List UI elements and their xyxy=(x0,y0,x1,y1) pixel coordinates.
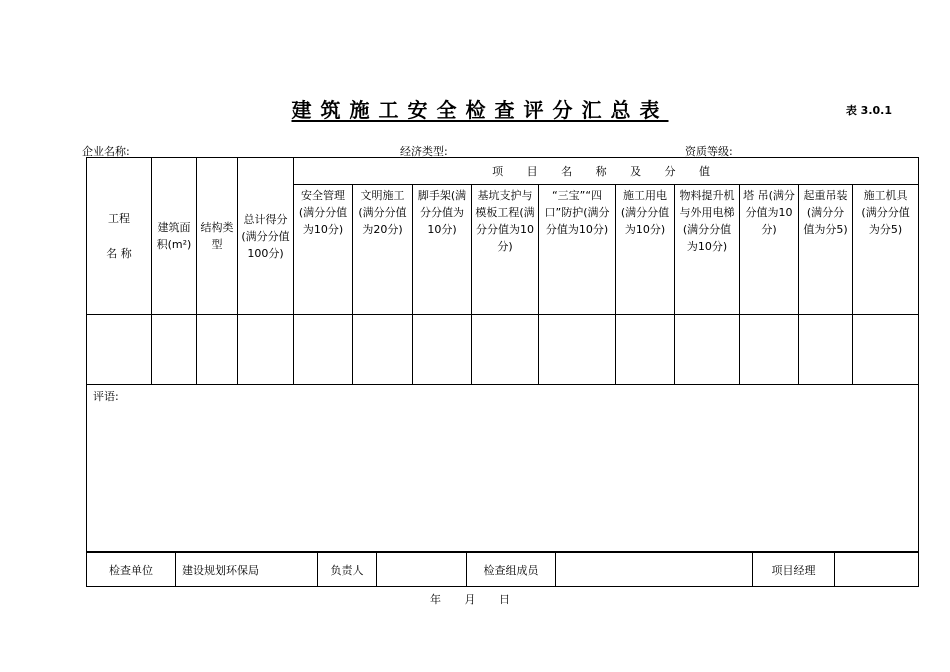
qualification-grade-label: 资质等级: xyxy=(685,145,733,158)
header-item-construction-tools: 施工机具(满分分值为分5) xyxy=(853,185,919,315)
inspection-team-field[interactable] xyxy=(556,553,753,587)
header-total-score: 总计得分(满分分值100分) xyxy=(238,158,294,315)
form-title: 建筑施工安全检查评分汇总表 xyxy=(291,98,669,122)
responsible-person-label: 负责人 xyxy=(318,553,377,587)
table-number: 表 3.0.1 xyxy=(845,104,892,117)
header-item-safety-management: 安全管理(满分分值为10分) xyxy=(294,185,353,315)
score-summary-table xyxy=(86,157,919,552)
cell-building-area[interactable] xyxy=(152,315,197,385)
company-name-label: 企业名称: xyxy=(82,145,130,158)
header-items-and-scores: 项 目 名 称 及 分 值 xyxy=(294,158,919,185)
cell-score-5[interactable] xyxy=(539,315,616,385)
header-item-scaffold: 脚手架(满分分值为10分) xyxy=(413,185,472,315)
cell-score-8[interactable] xyxy=(740,315,799,385)
header-item-tower-crane: 塔 吊(满分分值为10分) xyxy=(740,185,799,315)
cell-project-name[interactable] xyxy=(87,315,152,385)
comment-area[interactable] xyxy=(87,385,919,552)
cell-total-score[interactable] xyxy=(238,315,294,385)
project-manager-label: 项目经理 xyxy=(753,553,835,587)
header-item-hoist-elevator: 物料提升机与外用电梯(满分分值为10分) xyxy=(675,185,740,315)
header-structure-type: 结构类型 xyxy=(197,158,238,315)
inspect-unit-label: 检查单位 xyxy=(87,553,176,587)
header-item-three-treasures: “三宝”“四口”防护(满分分值为10分) xyxy=(539,185,616,315)
header-building-area: 建筑面积(m²) xyxy=(152,158,197,315)
cell-score-6[interactable] xyxy=(616,315,675,385)
comment-label: 评语: xyxy=(93,390,119,403)
header-project-name xyxy=(87,158,152,315)
inspect-unit-value[interactable]: 建设规划环保局 xyxy=(176,553,318,587)
responsible-person-field[interactable] xyxy=(377,553,467,587)
header-project-line2: 名 称 xyxy=(106,247,132,260)
table-row xyxy=(87,315,919,385)
cell-structure-type[interactable] xyxy=(197,315,238,385)
cell-score-7[interactable] xyxy=(675,315,740,385)
cell-score-4[interactable] xyxy=(472,315,539,385)
inspection-team-label: 检查组成员 xyxy=(467,553,556,587)
cell-score-1[interactable] xyxy=(294,315,353,385)
header-item-civilized-construction: 文明施工(满分分值为20分) xyxy=(353,185,413,315)
cell-score-10[interactable] xyxy=(853,315,919,385)
date-line: 年 月 日 xyxy=(430,593,520,606)
cell-score-3[interactable] xyxy=(413,315,472,385)
header-project-line1: 工程 xyxy=(108,212,130,225)
header-item-foundation-pit: 基坑支护与模板工程(满分分值为10分) xyxy=(472,185,539,315)
header-item-electricity: 施工用电(满分分值为10分) xyxy=(616,185,675,315)
cell-score-9[interactable] xyxy=(799,315,853,385)
cell-score-2[interactable] xyxy=(353,315,413,385)
project-manager-field[interactable] xyxy=(835,553,919,587)
header-item-lifting: 起重吊装(满分分值为分5) xyxy=(799,185,853,315)
signoff-table xyxy=(86,552,919,587)
economic-type-label: 经济类型: xyxy=(400,145,448,158)
